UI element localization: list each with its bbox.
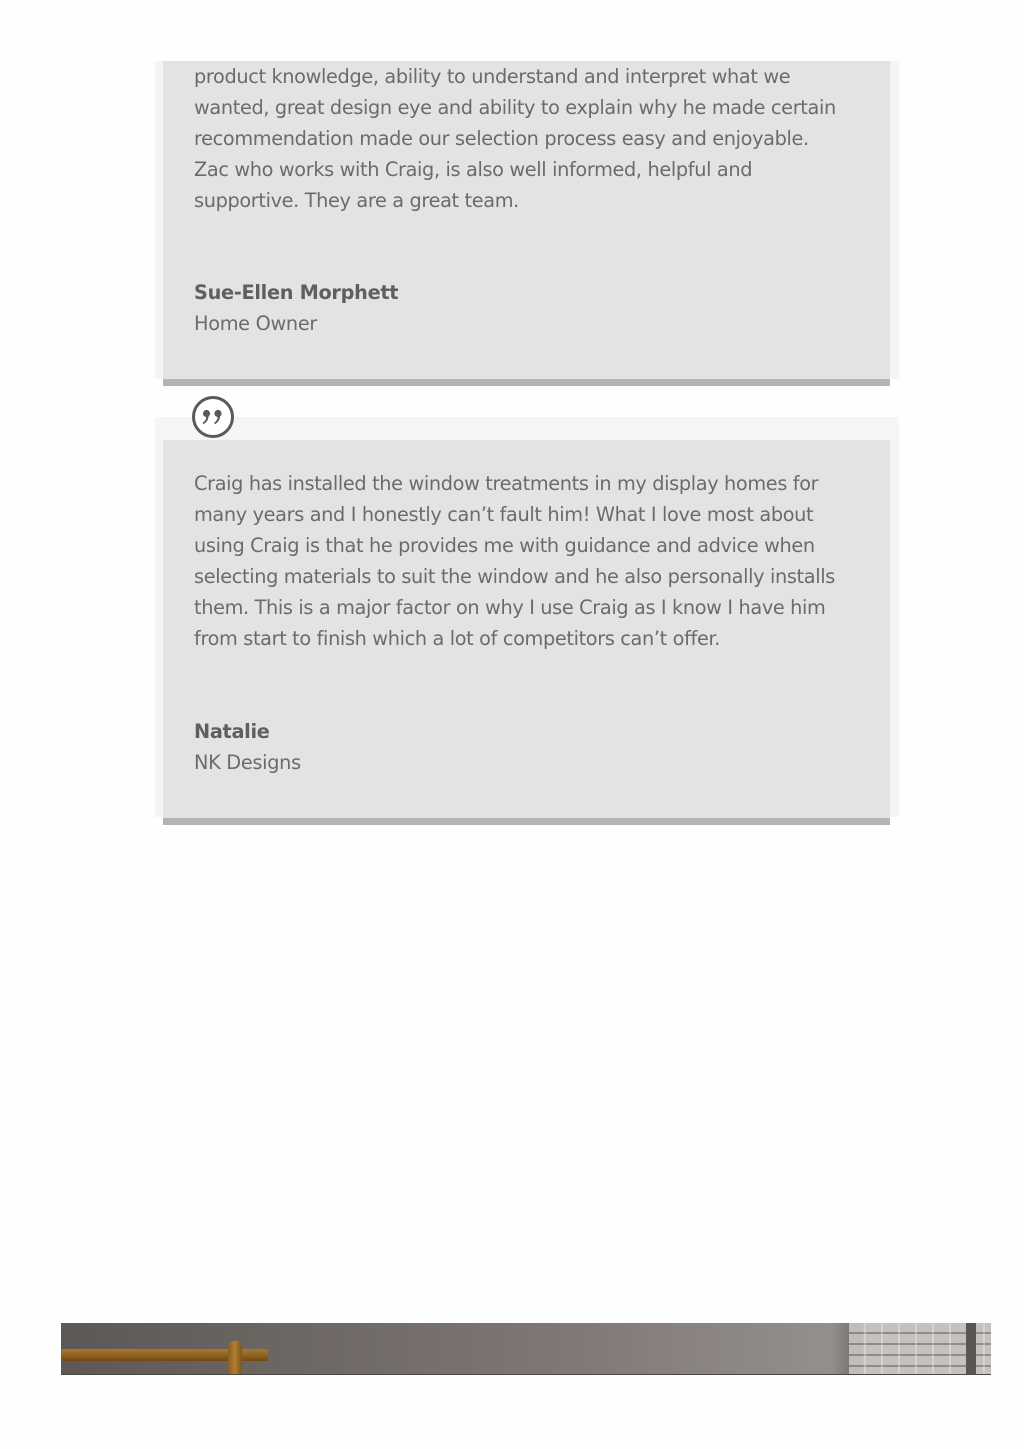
quote-line: supportive. They are a great team. — [194, 189, 519, 212]
testimonial-author: Natalie — [194, 720, 270, 743]
quote-line: product knowledge, ability to understand and interpret what we — [194, 65, 791, 88]
testimonial-quote — [194, 468, 854, 654]
card-bottom-bar — [163, 818, 890, 825]
quote-line: using Craig is that he provides me with guidance and advice when — [194, 534, 815, 557]
curtain-rod-bracket — [228, 1341, 242, 1374]
quote-line: many years and I honestly can’t fault him! What I love most about — [194, 503, 814, 526]
quote-line: wanted, great design eye and ability to explain why he made certain — [194, 96, 836, 119]
hero-image — [61, 1323, 991, 1375]
quote-line: Zac who works with Craig, is also well informed, helpful and — [194, 158, 753, 181]
testimonial-author-role: NK Designs — [194, 751, 301, 774]
testimonial-author-role: Home Owner — [194, 312, 318, 335]
quote-line: from start to finish which a lot of competitors can’t offer. — [194, 627, 721, 650]
quote-line: them. This is a major factor on why I use Craig as I know I have him — [194, 596, 826, 619]
testimonial-card — [163, 440, 890, 825]
quote-line: Craig has installed the window treatments in my display homes for — [194, 472, 819, 495]
testimonial-quote — [194, 61, 854, 216]
testimonial-author: Sue-Ellen Morphett — [194, 281, 399, 304]
quote-icon — [191, 395, 235, 439]
testimonial-card — [163, 61, 890, 386]
quote-line: recommendation made our selection process easy and enjoyable. — [194, 127, 809, 150]
window-frame-post — [966, 1323, 976, 1374]
card-bottom-bar — [163, 379, 890, 386]
quote-line: selecting materials to suit the window and he also personally installs — [194, 565, 835, 588]
